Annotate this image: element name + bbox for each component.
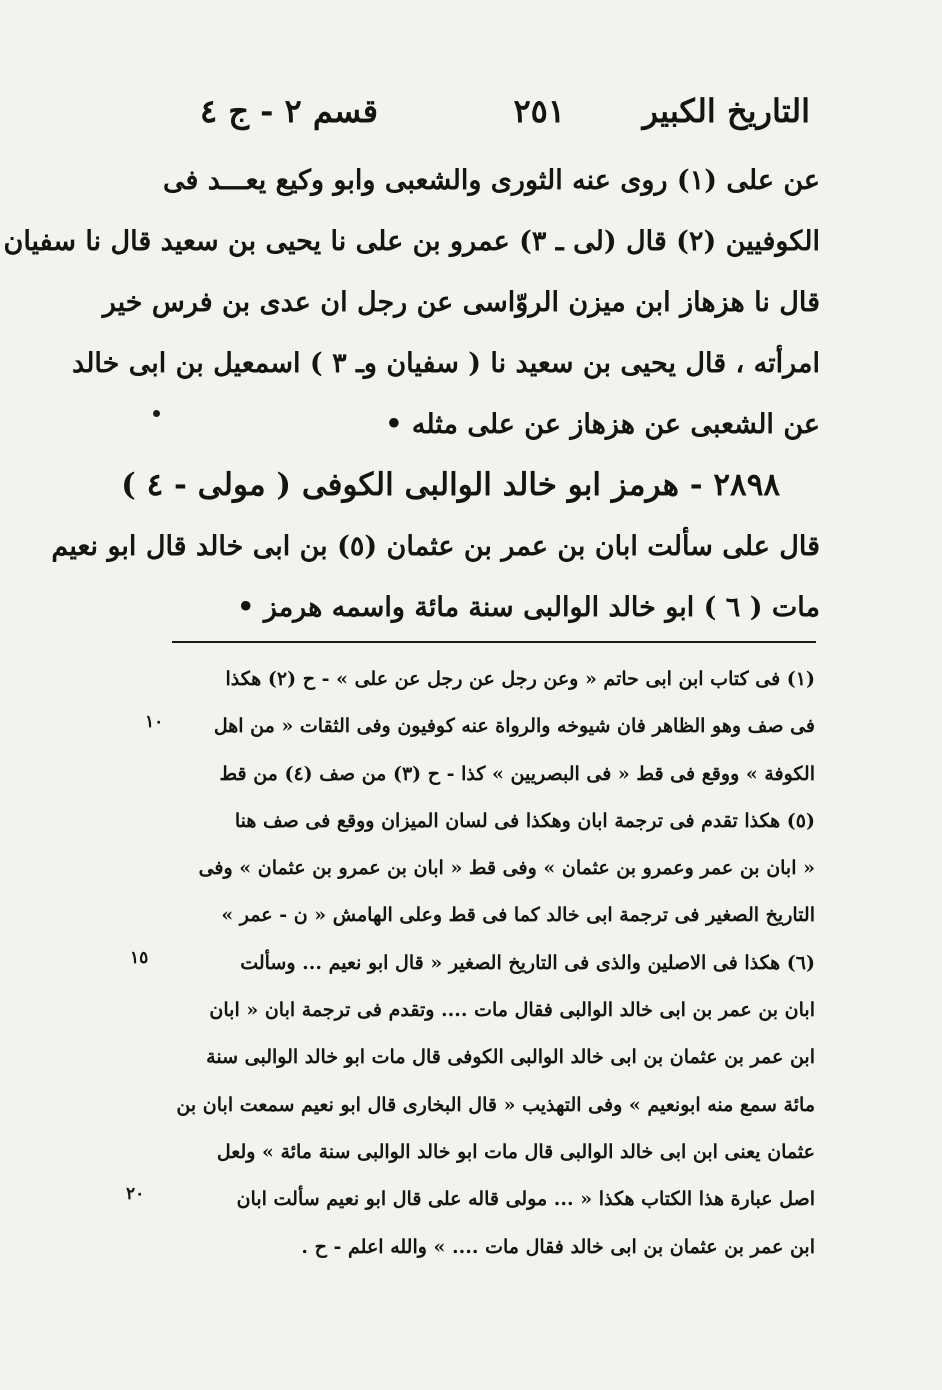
footnote-line: التاريخ الصغير فى ترجمة ابى خالد كما فى قط وعلى الهامش « ن - عمر » [221, 904, 815, 927]
footnote-line: (٥) هكذا تقدم فى ترجمة ابان وهكذا فى لسان الميزان ووقع فى صف هنا [234, 809, 815, 832]
page-number: ٢٥١ [513, 92, 565, 130]
margin-dot [153, 410, 160, 417]
entry-heading: ٢٨٩٨ - هرمز ابو خالد الوالبى الكوفى ( مولى - ٤ ) [121, 467, 780, 503]
page-header [200, 92, 810, 142]
footnote-line: ابن عمر بن عثمان بن ابى خالد فقال مات .... » والله اعلم - ح . [301, 1235, 815, 1258]
footnote-line: عثمان يعنى ابن ابى خالد الوالبى قال مات ابو خالد الوالبى سنة مائة » ولعل [216, 1140, 815, 1163]
footnote-line: « ابان بن عمر وعمرو بن عثمان » وفى قط « ابان بن عمرو بن عثمان » وفى [198, 857, 815, 880]
main-line: الكوفيين (٢) قال (لى ـ ٣) عمرو بن على نا يحيى بن سعيد قال نا سفيان [3, 226, 820, 257]
main-line: قال على سألت ابان بن عمر بن عثمان (٥) بن ابى خالد قال ابو نعيم [51, 531, 820, 562]
margin-line-number: ١٠ [145, 712, 164, 732]
main-line: عن على (١) روى عنه الثورى والشعبى وابو وكيع يعـــد فى [162, 165, 820, 196]
margin-line-number: ٢٠ [126, 1184, 145, 1204]
main-text [3, 150, 820, 638]
main-line: مات ( ٦ ) ابو خالد الوالبى سنة مائة واسمه هرمز • [237, 592, 820, 623]
footnote-line: (١) فى كتاب ابن ابى حاتم « وعن رجل عن رجل عن على » - ح (٢) هكذا [225, 668, 815, 690]
footnote-line: (٦) هكذا فى الاصلين والذى فى التاريخ الصغير « قال ابو نعيم ... وسألت [240, 951, 815, 974]
footnote-line: فى صف وهو الظاهر فان شيوخه والرواة عنه كوفيون وفى الثقات « من اهل [213, 715, 815, 738]
main-line: قال نا هزهاز ابن ميزن الروّاسى عن رجل ان عدى بن فرس خير [102, 287, 820, 318]
footnote-line: الكوفة » ووقع فى قط « فى البصريين » كذا - ح (٣) من صف (٤) من قط [219, 762, 815, 785]
footnote-divider [172, 641, 816, 643]
footnotes [175, 656, 815, 1271]
footnote-line: ابان بن عمر بن ابى خالد الوالبى فقال مات .... وتقدم فى ترجمة ابان « ابان [209, 999, 815, 1022]
main-line: عن الشعبى عن هزهاز عن على مثله • [385, 409, 820, 440]
footnote-line: اصل عبارة هذا الكتاب هكذا « ... مولى قاله على قال ابو نعيم سألت ابان [236, 1188, 815, 1211]
footnote-line: مائة سمع منه ابونعيم » وفى التهذيب « قال البخارى قال ابو نعيم سمعت ابان بن [176, 1093, 815, 1116]
margin-line-number: ١٥ [130, 948, 149, 968]
running-title: التاريخ الكبير [642, 92, 810, 130]
section-label: قسم ٢ - ج ٤ [200, 92, 379, 130]
footnote-line: ابن عمر بن عثمان بن ابى خالد الوالبى الكوفى قال مات ابو خالد الوالبى سنة [206, 1046, 815, 1069]
main-line: امرأته ، قال يحيى بن سعيد نا ( سفيان وـ ٣ ) اسمعيل بن ابى خالد [72, 348, 820, 379]
